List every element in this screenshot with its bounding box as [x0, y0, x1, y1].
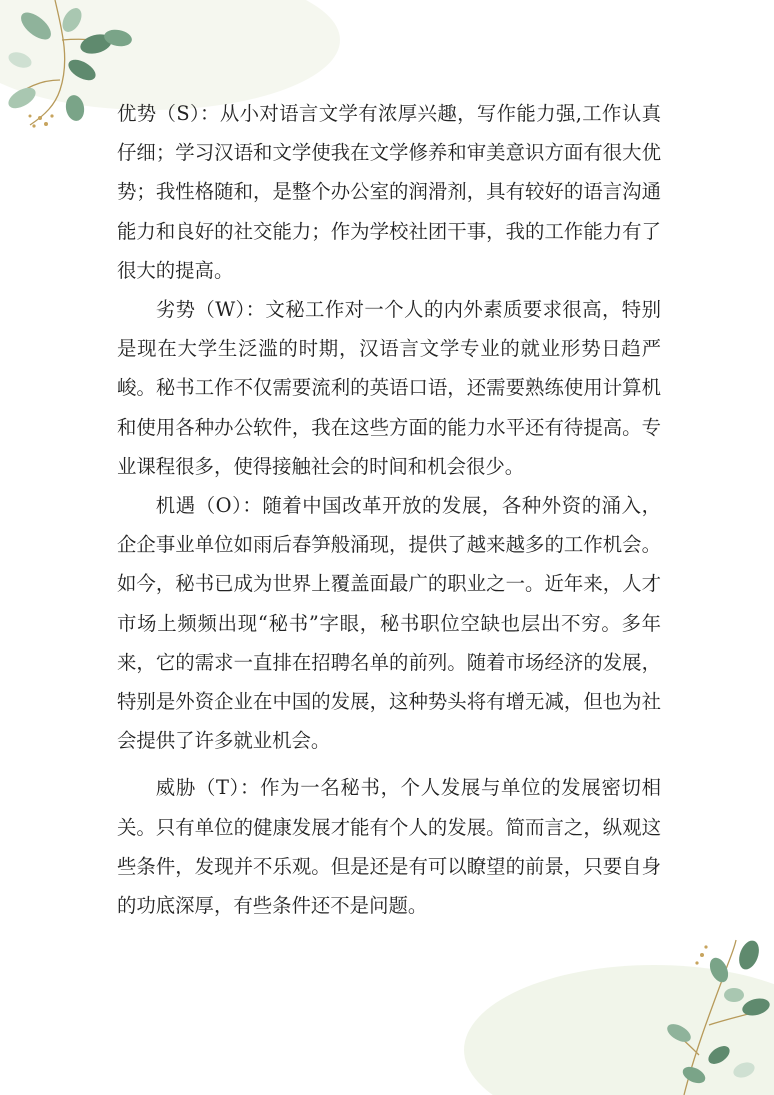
paragraph-threats: 威胁（T）：作为一名秘书，个人发展与单位的发展密切相关。只有单位的健康发展才能有个人的发展。简而言之，纵观这些条件，发现并不乐观。但是还是有可以瞭望的前景，只要自身的功底深厚，有些条件还不是问题。 — [117, 776, 661, 918]
paragraph-strengths: 优势（S）：从小对语言文学有浓厚兴趣，写作能力强,工作认真仔细；学习汉语和文学使我在文学修养和审美意识方面有很大优势；我性格随和，是整个办公室的润滑剂，具有较好的语言沟通能力和良好的社交能力；作为学校社团干事，我的工作能力有了很大的提高。 — [117, 102, 661, 282]
paragraph-weaknesses: 劣势（W）：文秘工作对一个人的内外素质要求很高，特别是现在大学生泛滥的时期，汉语言文学专业的就业形势日趋严峻。秘书工作不仅需要流利的英语口语，还需要熟练使用计算机和使用各种办公软件，我在这些方面的能力水平还有待提高。专业课程很多，使得接触社会的时间和机会很少。 — [117, 298, 661, 478]
bottom-right-leaf-decoration — [664, 935, 774, 1095]
paragraph-opportunities: 机遇（O）：随着中国改革开放的发展，各种外资的涌入，企企事业单位如雨后春笋般涌现，提供了越来越多的工作机会。如今，秘书已成为世界上覆盖面最广的职业之一。近年来，人才市场上频频出现“秘书”字眼，秘书职位空缺也层出不穷。多年来，它的需求一直排在招聘名单的前列。随着市场经济的发展，特别是外资企业在中国的发展，这种势头将有增无减，但也为社会提供了许多就业机会。 — [117, 494, 661, 753]
leaf-cluster-top-left — [5, 5, 133, 123]
leaf-cluster-bottom-right — [664, 938, 771, 1087]
document-body — [117, 94, 661, 925]
